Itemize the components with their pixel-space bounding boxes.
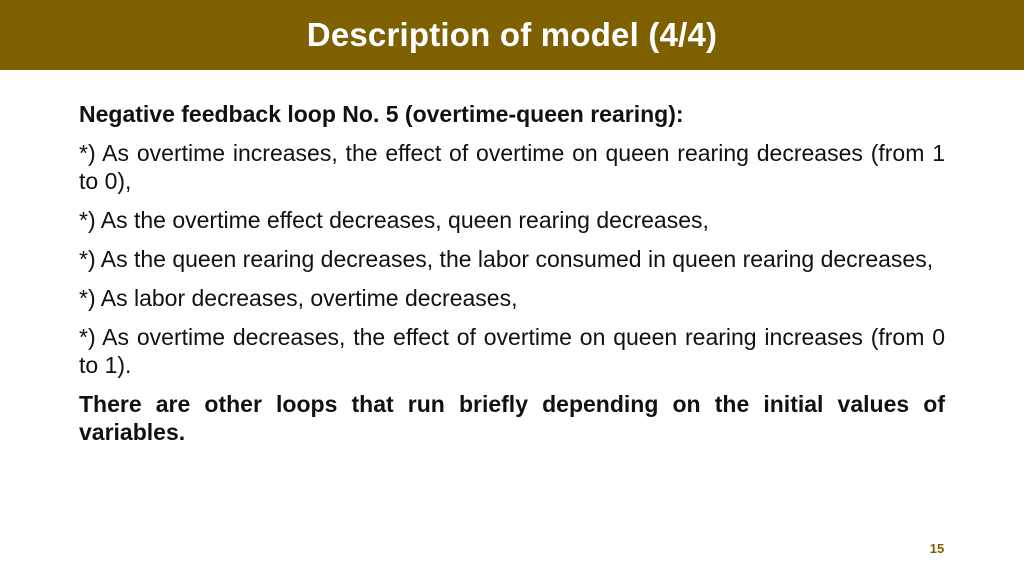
slide-body	[79, 100, 945, 457]
bullet-item: *) As overtime increases, the effect of overtime on queen rearing decreases (from 1 to 0),	[79, 140, 945, 194]
bullet-item: *) As labor decreases, overtime decreases,	[79, 285, 518, 311]
bullet-item: *) As the queen rearing decreases, the labor consumed in queen rearing decreases,	[79, 246, 934, 272]
title-bar	[0, 0, 1024, 70]
loop-heading: Negative feedback loop No. 5 (overtime-queen rearing):	[79, 101, 684, 127]
slide-title: Description of model (4/4)	[306, 15, 718, 53]
conclusion-text: There are other loops that run briefly depending on the initial values of variables.	[79, 391, 945, 445]
bullet-item: *) As overtime decreases, the effect of overtime on queen rearing increases (from 0 to 1).	[79, 324, 945, 378]
bullet-item: *) As the overtime effect decreases, queen rearing decreases,	[79, 207, 709, 233]
page-number: 15	[929, 541, 945, 556]
